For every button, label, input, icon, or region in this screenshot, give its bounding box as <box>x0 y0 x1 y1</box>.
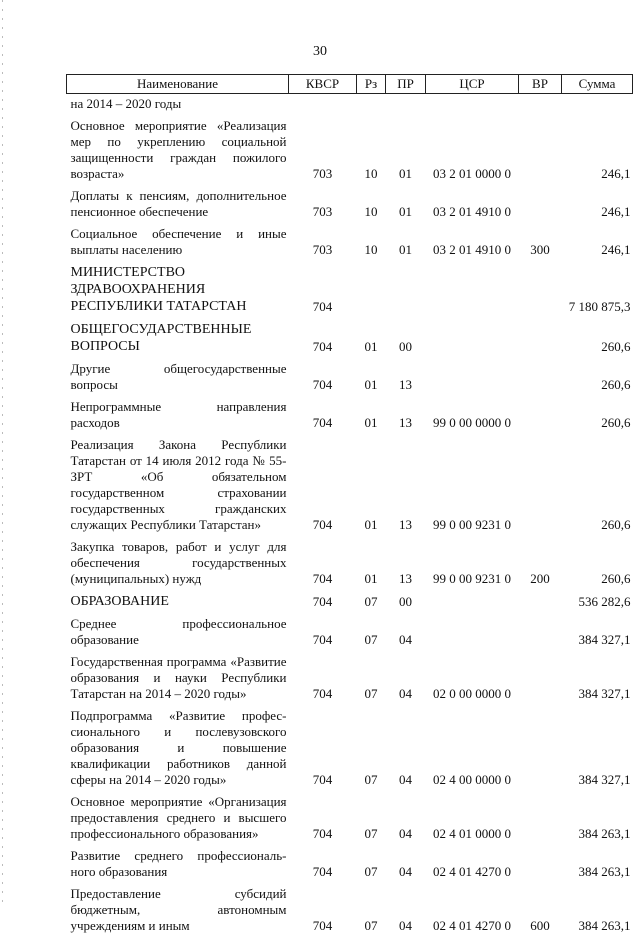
row-sum: 384 327,1 <box>578 632 631 647</box>
header-kvsr: КВСР <box>289 75 357 94</box>
row-name: Закупка товаров, работ и услуг для обеспечения государственных (муниципальных) нужд <box>70 539 287 586</box>
row-rz: 07 <box>364 864 378 879</box>
row-kvsr: 703 <box>312 242 333 257</box>
row-pr: 04 <box>399 826 412 841</box>
table-row <box>67 590 633 613</box>
row-name: Предоставление субсидий бюджетным, автономным учреждениям и иным <box>70 886 287 933</box>
table-row <box>67 396 633 434</box>
row-rz: 07 <box>364 632 378 647</box>
row-kvsr: 704 <box>312 299 333 314</box>
row-csr <box>426 613 519 651</box>
row-kvsr: 704 <box>312 918 333 933</box>
row-sum: 260,6 <box>601 339 631 354</box>
row-sum: 7 180 875,3 <box>568 299 631 314</box>
row-vr <box>519 396 562 434</box>
row-pr: 04 <box>399 772 412 787</box>
header-pr: ПР <box>386 75 426 94</box>
row-sum: 536 282,6 <box>578 594 631 609</box>
row-name: Среднее профессиональное образование <box>70 616 287 647</box>
row-sum: 246,1 <box>601 242 631 257</box>
row-name: Основное мероприятие «Организация предоставления среднего и высшего профессионального образования» <box>70 794 287 841</box>
row-kvsr: 704 <box>312 686 333 701</box>
header-csr: ЦСР <box>426 75 519 94</box>
row-kvsr: 704 <box>312 772 333 787</box>
table-row <box>67 613 633 651</box>
row-csr: 02 0 00 0000 0 <box>433 686 511 701</box>
row-rz: 01 <box>364 571 378 586</box>
row-rz: 07 <box>364 918 378 933</box>
row-kvsr: 704 <box>312 632 333 647</box>
row-sum: 384 263,1 <box>578 918 631 933</box>
table-row <box>67 883 633 937</box>
row-name: Доплаты к пенсиям, дополнительное пенсионное обеспечение <box>70 188 287 219</box>
row-rz: 10 <box>364 166 378 181</box>
table-row <box>67 115 633 185</box>
row-name: Социальное обеспечение и иные выплаты населению <box>70 226 287 257</box>
row-pr: 01 <box>399 166 412 181</box>
row-csr: 99 0 00 0000 0 <box>433 415 511 430</box>
row-rz: 07 <box>364 594 378 609</box>
row-kvsr: 704 <box>312 415 333 430</box>
header-vr: ВР <box>519 75 562 94</box>
row-sum: 260,6 <box>601 377 631 392</box>
row-sum: 384 327,1 <box>578 772 631 787</box>
row-sum: 384 263,1 <box>578 864 631 879</box>
row-vr <box>519 845 562 883</box>
row-pr: 01 <box>399 204 412 219</box>
row-csr: 02 4 00 0000 0 <box>433 772 511 787</box>
row-sum: 246,1 <box>601 204 631 219</box>
row-csr: 03 2 01 0000 0 <box>433 166 511 181</box>
row-pr: 01 <box>399 242 412 257</box>
row-kvsr: 704 <box>312 571 333 586</box>
row-sum: 260,6 <box>601 415 631 430</box>
header-rz: Рз <box>357 75 386 94</box>
row-vr <box>519 613 562 651</box>
row-vr <box>519 590 562 613</box>
row-rz: 01 <box>364 339 378 354</box>
row-name: Реализация Закона Республики Татарстан от 14 июля 2012 года № 55-ЗРТ «Об обязательном государственном страховании государственных гражданских служащих Республики Татарстан» <box>70 437 287 532</box>
table-row <box>67 261 633 318</box>
header-name: Наименование <box>67 75 289 94</box>
row-pr: 13 <box>399 571 412 586</box>
row-csr: 02 4 01 4270 0 <box>433 864 511 879</box>
row-csr <box>426 590 519 613</box>
table-row <box>67 358 633 396</box>
row-csr <box>426 358 519 396</box>
row-rz: 01 <box>364 517 378 532</box>
row-csr: 03 2 01 4910 0 <box>433 242 511 257</box>
row-sum: 260,6 <box>601 517 631 532</box>
row-name: Основное мероприятие «Реализация мер по укреплению социальной защищенности граждан пожилого возраста» <box>70 118 287 181</box>
row-rz: 10 <box>364 242 378 257</box>
row-csr: 02 4 01 0000 0 <box>433 826 511 841</box>
row-csr <box>426 261 519 318</box>
row-pr: 04 <box>399 918 412 933</box>
row-kvsr: 704 <box>312 594 333 609</box>
row-vr <box>519 115 562 185</box>
row-pr: 04 <box>399 632 412 647</box>
row-csr: 02 4 01 4270 0 <box>433 918 511 933</box>
header-sum: Сумма <box>562 75 633 94</box>
page-number: 30 <box>313 44 327 59</box>
row-rz: 10 <box>364 204 378 219</box>
row-vr <box>519 318 562 358</box>
row-rz <box>357 261 386 318</box>
table-row <box>67 318 633 358</box>
budget-table <box>66 74 633 937</box>
row-name: Другие общегосударственные вопросы <box>70 361 287 392</box>
budget-table-container <box>66 74 632 937</box>
row-name: Государственная программа «Развитие образования и науки Республики Татарстан на 2014 – 2020 годы» <box>70 654 287 701</box>
row-csr: 99 0 00 9231 0 <box>433 517 511 532</box>
row-vr: 200 <box>530 571 550 586</box>
table-row <box>67 536 633 590</box>
row-pr: 00 <box>399 594 412 609</box>
table-header-row <box>67 75 633 94</box>
row-csr: 03 2 01 4910 0 <box>433 204 511 219</box>
row-kvsr: 704 <box>312 864 333 879</box>
row-sum: 246,1 <box>601 166 631 181</box>
table-row <box>67 791 633 845</box>
row-vr: 600 <box>530 918 550 933</box>
row-vr <box>519 261 562 318</box>
row-kvsr: 703 <box>312 204 333 219</box>
row-csr: 99 0 00 9231 0 <box>433 571 511 586</box>
row-kvsr: 704 <box>312 339 333 354</box>
row-pr: 04 <box>399 864 412 879</box>
binding-edge <box>2 0 3 905</box>
row-vr <box>519 434 562 536</box>
table-row <box>67 223 633 261</box>
row-kvsr: 703 <box>312 166 333 181</box>
row-vr <box>519 791 562 845</box>
row-csr <box>426 318 519 358</box>
row-sum: 384 327,1 <box>578 686 631 701</box>
row-rz: 07 <box>364 772 378 787</box>
table-row <box>67 651 633 705</box>
row-rz: 01 <box>364 415 378 430</box>
row-sum: 384 263,1 <box>578 826 631 841</box>
row-kvsr: 704 <box>312 377 333 392</box>
row-pr: 13 <box>399 377 412 392</box>
row-name: Развитие среднего профессиональ-ного образования <box>70 848 287 879</box>
row-pr <box>386 261 426 318</box>
row-vr: 300 <box>530 242 550 257</box>
row-rz: 07 <box>364 686 378 701</box>
row-name: МИНИСТЕРСТВО ЗДРАВООХРАНЕНИЯ РЕСПУБЛИКИ ТАТАРСТАН <box>70 265 247 314</box>
continued-row <box>67 94 633 116</box>
row-rz: 07 <box>364 826 378 841</box>
row-vr <box>519 185 562 223</box>
row-rz: 01 <box>364 377 378 392</box>
continued-text: на 2014 – 2020 годы <box>70 96 182 111</box>
row-name: Непрограммные направления расходов <box>70 399 287 430</box>
table-row <box>67 185 633 223</box>
row-kvsr: 704 <box>312 826 333 841</box>
row-pr: 13 <box>399 517 412 532</box>
row-pr: 00 <box>399 339 412 354</box>
row-pr: 04 <box>399 686 412 701</box>
table-row <box>67 434 633 536</box>
row-vr <box>519 705 562 791</box>
row-sum: 260,6 <box>601 571 631 586</box>
table-row <box>67 705 633 791</box>
row-kvsr: 704 <box>312 517 333 532</box>
row-name: ОБЩЕГОСУДАРСТВЕННЫЕ ВОПРОСЫ <box>70 322 252 354</box>
row-name: Подпрограмма «Развитие профес-сионального и послевузовского образования и повышение квалификации работников данной сферы на 2014 – 2020 годы» <box>70 708 287 787</box>
table-row <box>67 845 633 883</box>
row-pr: 13 <box>399 415 412 430</box>
row-vr <box>519 358 562 396</box>
row-vr <box>519 651 562 705</box>
row-name: ОБРАЗОВАНИЕ <box>70 594 169 609</box>
